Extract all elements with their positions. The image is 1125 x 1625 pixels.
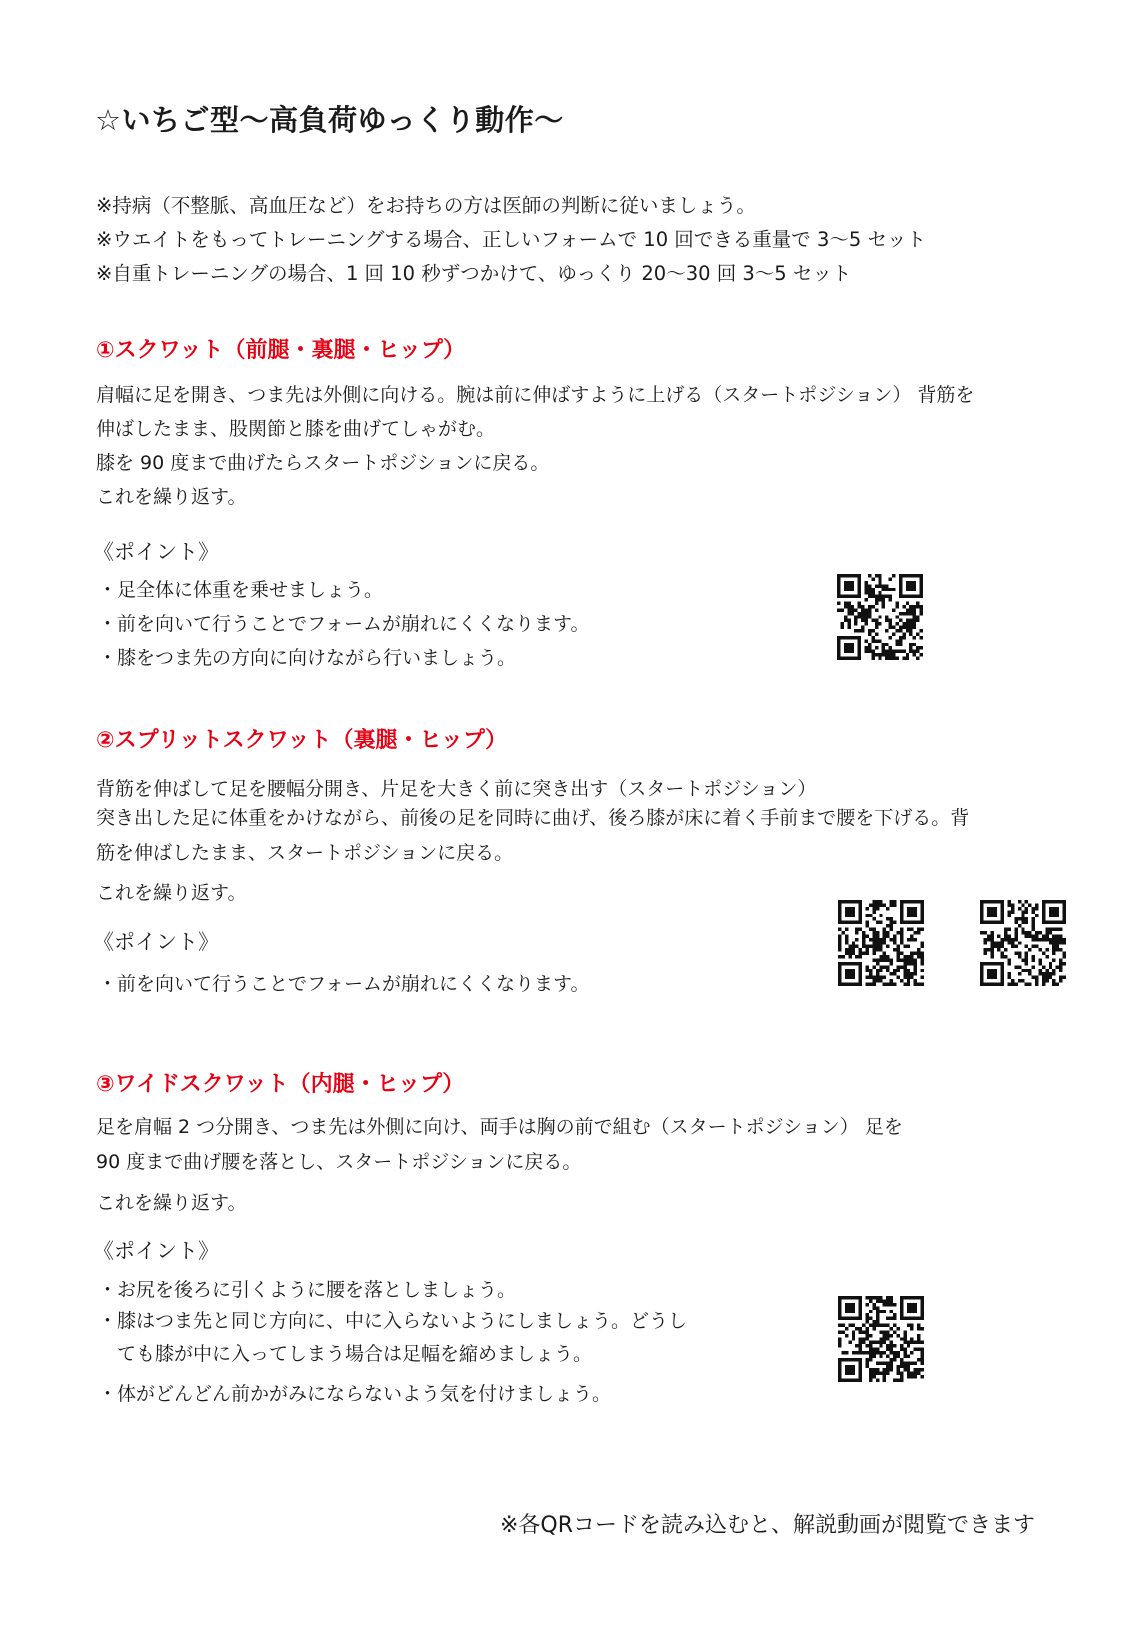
qr-code-icon[interactable]: [838, 900, 924, 986]
point-label: 《ポイント》: [93, 540, 219, 564]
point-item: ・膝はつま先と同じ方向に、中に入らないようにしましょう。どうし: [98, 1310, 688, 1332]
point-item: ても膝が中に入ってしまう場合は足幅を縮めましょう。: [98, 1343, 593, 1365]
section-heading: ①スクワット（前腿・裏腿・ヒップ）: [96, 338, 466, 363]
qr-code-icon[interactable]: [980, 900, 1066, 986]
point-label: 《ポイント》: [93, 1239, 219, 1263]
body-line: 膝を 90 度まで曲げたらスタートポジションに戻る。: [96, 452, 550, 474]
body-line: 肩幅に足を開き、つま先は外側に向ける。腕は前に伸ばすように上げる（スタートポジション） 背筋を: [96, 384, 975, 406]
section-heading: ②スプリットスクワット（裏腿・ヒップ）: [96, 728, 508, 753]
body-line: 背筋を伸ばして足を腰幅分開き、片足を大きく前に突き出す（スタートポジション）: [96, 778, 817, 800]
body-line: 足を肩幅 2 つ分開き、つま先は外側に向け、両手は胸の前で組む（スタートポジション） 足を: [96, 1116, 903, 1138]
body-line: 突き出した足に体重をかけながら、前後の足を同時に曲げ、後ろ膝が床に着く手前まで腰を下げる。背: [96, 807, 970, 829]
note-line: ※自重トレーニングの場合、1 回 10 秒ずつかけて、ゆっくり 20～30 回 3～5 セット: [96, 262, 852, 285]
body-line: これを繰り返す。: [96, 882, 247, 904]
point-item: ・足全体に体重を乗せましょう。: [98, 579, 384, 601]
point-label: 《ポイント》: [93, 930, 219, 954]
point-item: ・お尻を後ろに引くように腰を落としましょう。: [98, 1279, 517, 1301]
footer-note: ※各QRコードを読み込むと、解説動画が閲覧できます: [499, 1513, 1035, 1538]
point-item: ・体がどんどん前かがみにならないよう気を付けましょう。: [98, 1383, 612, 1405]
body-line: 伸ばしたまま、股関節と膝を曲げてしゃがむ。: [96, 418, 496, 440]
body-line: 90 度まで曲げ腰を落とし、スタートポジションに戻る。: [96, 1151, 582, 1173]
point-item: ・前を向いて行うことでフォームが崩れにくくなります。: [98, 973, 590, 995]
point-item: ・膝をつま先の方向に向けながら行いましょう。: [98, 647, 517, 669]
note-line: ※ウエイトをもってトレーニングする場合、正しいフォームで 10 回できる重量で 3～5 セット: [96, 228, 927, 251]
body-line: これを繰り返す。: [96, 1192, 247, 1214]
body-line: これを繰り返す。: [96, 486, 247, 508]
note-line: ※持病（不整脈、高血圧など）をお持ちの方は医師の判断に従いましょう。: [96, 194, 756, 217]
qr-code-icon[interactable]: [837, 574, 923, 660]
qr-code-icon[interactable]: [838, 1296, 924, 1382]
point-item: ・前を向いて行うことでフォームが崩れにくくなります。: [98, 613, 590, 635]
page-title: ☆いちご型～高負荷ゆっくり動作～: [95, 103, 564, 137]
section-heading: ③ワイドスクワット（内腿・ヒップ）: [96, 1072, 465, 1097]
body-line: 筋を伸ばしたまま、スタートポジションに戻る。: [96, 842, 514, 864]
